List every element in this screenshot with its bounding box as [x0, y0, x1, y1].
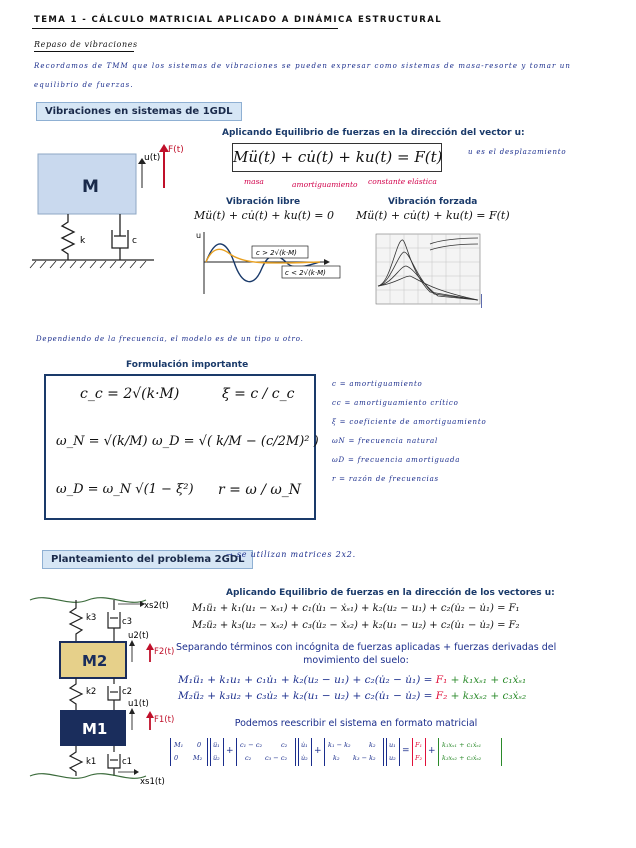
- free-vibration-plot: [196, 228, 346, 298]
- mass-label: M: [82, 177, 99, 197]
- u1-label: u1(t): [128, 699, 149, 709]
- disp-vector: u₁ u₂: [386, 738, 400, 766]
- sdof-diagram: [28, 140, 188, 275]
- formulas-heading: Formulación importante: [126, 360, 249, 370]
- mdof-badge-note: → se utilizan matrices 2x2.: [226, 550, 357, 559]
- forced-response-chart: [370, 232, 482, 308]
- f2-label: F2(t): [154, 647, 175, 657]
- forced-vibration-heading: Vibración forzada: [388, 197, 478, 207]
- c3-label: c3: [122, 617, 133, 627]
- mdof-eq2: M₂ü₂ + k₃(u₂ − xₛ₂) + c₃(u̇₂ − ẋₛ₂) + k₂(u₁ − u₂) + c₂(u̇₁ − u̇₂) = F₂: [192, 620, 520, 631]
- matrix-equation: M₁ 0 0 M₂ ü₁ ü₂ + c₁ − c₂ c₂ c₂ c₃ − c₂ u̇₁ u̇₂ + k₁ − k₂ k₂ k₂ k₃ − k₂ u₁ u₂ = F₁ F₂ + k₁xₛ₁ + c₁ẋₛ₁ k₃xₛ₂ + c₃ẋₛ₂: [170, 736, 522, 770]
- formula-wn: ω_N = √(k/M): [56, 434, 148, 449]
- acc-vector: ü₁ ü₂: [210, 738, 224, 766]
- sep-eq2: M₂ü₂ + k₃u₂ + c₃u̇₂ + k₂(u₁ − u₂) + c₂(u̇₁ − u̇₂) = F₂ + k₃xₛ₂ + c₃ẋₛ₂: [178, 690, 527, 702]
- intro-line-1: Recordamos de TMM que los sistemas de vibraciones se pueden expresar como sistemas de masa-resorte y tomar un: [34, 62, 571, 70]
- formula-r: r = ω / ω_N: [218, 482, 302, 498]
- def-wd: ωD = frecuencia amortiguada: [332, 456, 461, 464]
- xs1-label: xs1(t): [140, 777, 165, 786]
- def-wn: ωN = frecuencia natural: [332, 437, 439, 445]
- def-c: c = amortiguamiento: [332, 380, 423, 388]
- svg-text:c < 2√(k·M): c < 2√(k·M): [285, 269, 326, 277]
- main-equation: Mü(t) + cu̇(t) + ku(t) = F(t): [233, 148, 443, 166]
- main-equation-box: [232, 143, 442, 172]
- separating-line-2: movimiento del suelo:: [303, 655, 409, 666]
- forced-vibration-equation: Mü(t) + cu̇(t) + ku(t) = F(t): [356, 209, 510, 222]
- sdof-equilibrium-heading: Aplicando Equilibrio de fuerzas en la dirección del vector u:: [222, 128, 525, 138]
- spring-label: k: [80, 236, 86, 246]
- u-note: u es el desplazamiento: [468, 148, 567, 156]
- disp-label: u(t): [144, 153, 161, 163]
- damping-matrix: c₁ − c₂ c₂ c₂ c₃ − c₂: [236, 738, 296, 766]
- mdof-badge: Planteamiento del problema 2GDL: [42, 550, 253, 569]
- section-subtitle: Repaso de vibraciones: [34, 40, 138, 49]
- c2-label: c2: [122, 687, 133, 697]
- stiffness-matrix: k₁ − k₂ k₂ k₂ k₃ − k₂: [324, 738, 384, 766]
- mdof-diagram: [28, 590, 186, 786]
- plot-axis-u: u: [196, 231, 202, 240]
- m2-label: M2: [82, 652, 108, 670]
- formula-wd-short: ω_D = ω_N √(1 − ξ²): [56, 482, 194, 497]
- mdof-equilibrium-heading: Aplicando Equilibrio de fuerzas en la dirección de los vectores u:: [226, 588, 555, 598]
- sdof-badge: Vibraciones en sistemas de 1GDL: [36, 102, 242, 121]
- separating-line-1: Separando términos con incógnita de fuerzas aplicadas + fuerzas derivadas del: [176, 642, 557, 653]
- k1-label: k1: [86, 757, 97, 767]
- annot-damping: amortiguamiento: [292, 180, 358, 189]
- u2-label: u2(t): [128, 631, 149, 641]
- free-vibration-equation: Mü(t) + cu̇(t) + ku(t) = 0: [194, 209, 334, 222]
- vel-vector: u̇₁ u̇₂: [298, 738, 312, 766]
- f1-label: F1(t): [154, 715, 175, 725]
- annot-mass: masa: [244, 177, 264, 186]
- svg-text:c > 2√(k·M): c > 2√(k·M): [256, 249, 297, 257]
- formula-wd-full: ω_D = √( k/M − (c/2M)² ): [152, 434, 319, 449]
- frequency-note: Dependiendo de la frecuencia, el modelo es de un tipo u otro.: [36, 335, 304, 343]
- free-vibration-heading: Vibración libre: [226, 197, 301, 207]
- intro-line-2: equilibrio de fuerzas.: [34, 81, 134, 89]
- top-ground-wave: [30, 598, 146, 603]
- bottom-ground-wave: [30, 774, 146, 779]
- sep-eq1: M₁ü₁ + k₁u₁ + c₁u̇₁ + k₂(u₂ − u₁) + c₂(u̇₂ − u̇₁) = F₁ + k₁xₛ₁ + c₁ẋₛ₁: [178, 674, 527, 686]
- matrix-heading: Podemos reescribir el sistema en formato matricial: [234, 718, 478, 729]
- k3-label: k3: [86, 613, 97, 623]
- def-cc: cc = amortiguamiento crítico: [332, 399, 459, 407]
- formula-xi: ξ = c / c_c: [222, 386, 295, 402]
- title-underline: [32, 28, 338, 29]
- xs2-label: xs2(t): [144, 601, 169, 611]
- mdof-eq1: M₁ü₁ + k₁(u₁ − xₛ₁) + c₁(u̇₁ − ẋₛ₁) + k₂(u₂ − u₁) + c₂(u̇₂ − u̇₁) = F₁: [192, 603, 520, 614]
- force-label: F(t): [168, 145, 184, 155]
- force-vector: F₁ F₂: [412, 738, 426, 766]
- damper-label: c: [132, 236, 137, 246]
- def-xi: ξ = coeficiente de amortiguamiento: [332, 418, 487, 426]
- def-r: r = razón de frecuencias: [332, 475, 439, 483]
- mass-matrix: M₁ 0 0 M₂: [170, 738, 208, 766]
- ground-vector: k₁xₛ₁ + c₁ẋₛ₁ k₃xₛ₂ + c₃ẋₛ₂: [438, 738, 502, 766]
- c1-label: c1: [122, 757, 133, 767]
- subtitle-underline: [34, 51, 134, 52]
- spring-icon: [62, 214, 74, 260]
- formula-cc: c_c = 2√(k·M): [80, 386, 180, 402]
- page-title: TEMA 1 - CÁLCULO MATRICIAL APLICADO A DINÁMICA ESTRUCTURAL: [34, 15, 443, 25]
- annot-stiffness: constante elástica: [368, 177, 437, 186]
- k2-label: k2: [86, 687, 97, 697]
- m1-label: M1: [82, 720, 108, 738]
